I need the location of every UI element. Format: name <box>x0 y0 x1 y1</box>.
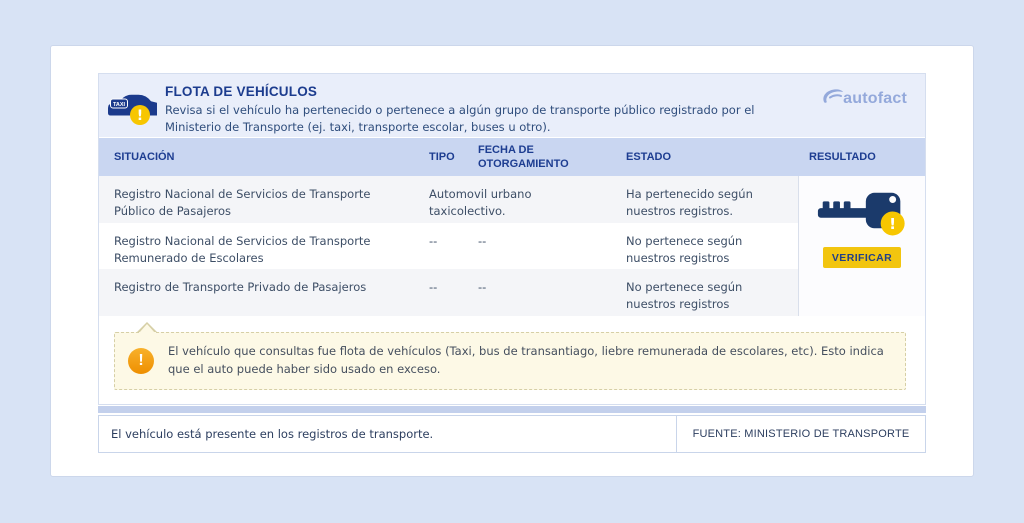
col-header-situacion: SITUACIÓN <box>99 138 429 176</box>
cell-tipo: Automovil urbano taxicolectivo. <box>429 187 532 218</box>
cell-estado: Ha pertenecido según nuestros registros. <box>626 187 753 218</box>
cell-estado: No pertenece según nuestros registros <box>626 280 743 311</box>
autofact-logo <box>821 86 907 108</box>
key-warning-icon <box>816 184 908 243</box>
cell-situacion: Registro Nacional de Servicios de Transporte Público de Pasajeros <box>114 187 371 218</box>
col-header-tipo: TIPO <box>429 138 478 176</box>
cell-situacion: Registro de Transporte Privado de Pasajeros <box>114 280 367 294</box>
section-subtitle: Revisa si el vehículo ha pertenecido o pertenece a algún grupo de transporte público registrado por el Ministerio de Transporte (ej. taxi, transporte escolar, buses u otro). <box>165 103 755 135</box>
svg-text:TAXI: TAXI <box>112 101 126 108</box>
footer-summary: El vehículo está presente en los registros de transporte. <box>99 416 677 452</box>
col-header-fecha: FECHA DE OTORGAMIENTO <box>478 138 626 176</box>
warning-note-text: El vehículo que consultas fue flota de vehículos (Taxi, bus de transantiago, liebre remunerada de escolares, etc). Esto indica que el auto puede haber sido usado en exceso. <box>168 344 884 376</box>
cell-situacion: Registro Nacional de Servicios de Transporte Remunerado de Escolares <box>114 234 371 265</box>
svg-text:!: ! <box>136 108 144 124</box>
table-row <box>99 223 798 269</box>
svg-text:!: ! <box>889 215 897 234</box>
autofact-logo-text: autofact <box>843 90 907 107</box>
cell-tipo: -- <box>429 234 438 248</box>
resultado-column <box>798 138 925 316</box>
module-header <box>99 74 925 138</box>
footer-source: FUENTE: MINISTERIO DE TRANSPORTE <box>692 428 910 440</box>
fleet-module <box>98 73 926 453</box>
cell-estado: No pertenece según nuestros registros <box>626 234 743 265</box>
taxi-warning-icon <box>107 84 157 128</box>
section-title: FLOTA DE VEHÍCULOS <box>165 84 318 99</box>
verificar-button[interactable]: VERIFICAR <box>823 247 901 268</box>
cell-fecha: -- <box>478 234 487 248</box>
table-row <box>99 176 798 223</box>
warning-icon: ! <box>128 348 154 374</box>
col-header-resultado: RESULTADO <box>798 138 925 176</box>
report-card <box>50 45 974 477</box>
autofact-logo-icon <box>821 86 845 108</box>
fleet-table <box>99 138 925 316</box>
divider-strip <box>98 406 926 413</box>
cell-fecha: -- <box>478 280 487 294</box>
warning-note <box>114 332 906 390</box>
table-row <box>99 269 798 316</box>
cell-tipo: -- <box>429 280 438 294</box>
col-header-estado: ESTADO <box>626 138 798 176</box>
note-section <box>99 316 925 404</box>
module-footer <box>98 415 926 453</box>
